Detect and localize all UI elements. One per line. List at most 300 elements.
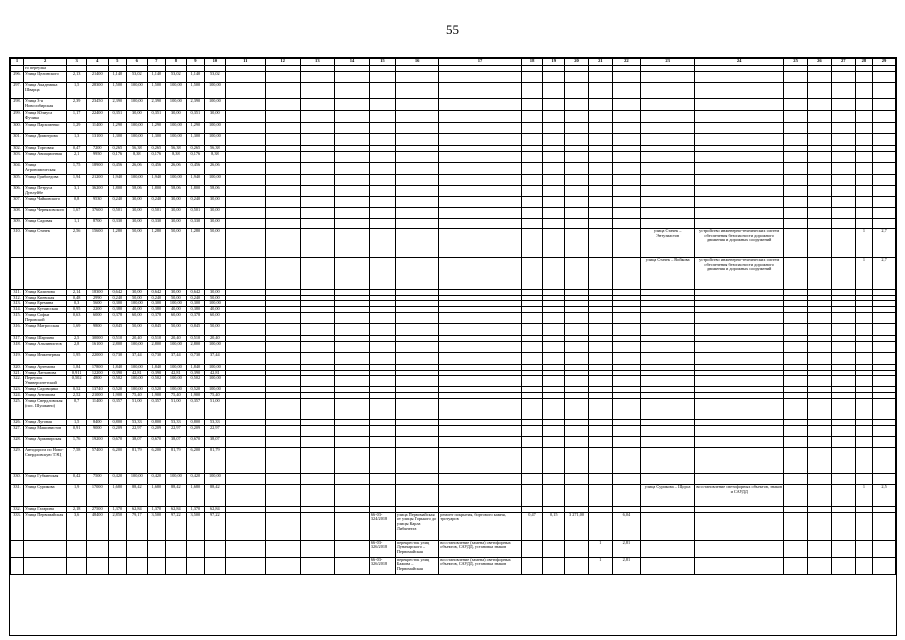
table-cell: 53,33	[166, 419, 187, 425]
column-number: 3	[67, 59, 87, 66]
table-cell: 1,290	[108, 122, 126, 133]
table-cell	[831, 228, 855, 257]
table-cell	[439, 196, 521, 207]
table-cell: 30,00	[127, 196, 148, 207]
table-cell	[395, 312, 438, 323]
table-cell: 326.	[11, 419, 24, 425]
table-cell: 6,04	[612, 512, 640, 540]
table-cell	[521, 540, 543, 557]
table-cell: 0,800	[186, 419, 204, 425]
table-cell	[873, 151, 896, 162]
table-cell: 0,47	[521, 512, 543, 540]
table-cell	[225, 436, 265, 447]
table-cell	[641, 540, 695, 557]
table-cell	[300, 162, 335, 174]
table-cell	[543, 398, 565, 419]
table-cell: 6,200	[108, 447, 126, 473]
table-cell: 1	[855, 257, 872, 289]
table-cell: Улица Шарчана	[24, 335, 67, 341]
table-cell	[695, 312, 784, 323]
table-cell: 30,00	[166, 218, 187, 228]
table-cell: 88,42	[166, 484, 187, 506]
table-cell	[784, 323, 808, 335]
table-cell: 100,00	[205, 133, 226, 145]
table-cell	[300, 151, 335, 162]
table-cell: Улица Садовщика	[24, 387, 67, 393]
table-cell	[784, 162, 808, 174]
table-cell	[335, 162, 370, 174]
table-cell	[855, 557, 872, 574]
table-cell: Улица Петруса Дунлуйбе	[24, 185, 67, 196]
table-cell: 0,730	[108, 352, 126, 364]
table-cell: 1,800	[186, 185, 204, 196]
table-row	[11, 228, 896, 257]
table-cell	[784, 473, 808, 484]
table-cell	[695, 398, 784, 419]
table-cell	[335, 557, 370, 574]
table-cell	[612, 174, 640, 185]
table-cell: 26,06	[166, 162, 187, 174]
table-cell	[695, 174, 784, 185]
table-cell: 1,84	[67, 364, 87, 370]
table-cell	[873, 98, 896, 110]
table-cell	[395, 98, 438, 110]
table-cell	[808, 473, 832, 484]
table-cell: 2,18	[67, 506, 87, 512]
table-cell	[86, 557, 108, 574]
table-cell	[369, 376, 395, 387]
table-cell: Улица Еремина	[24, 301, 67, 307]
table-cell: 314.	[11, 307, 24, 313]
table-cell	[855, 82, 872, 98]
table-cell	[784, 447, 808, 473]
table-cell: 75,40	[166, 393, 187, 399]
table-cell	[300, 82, 335, 98]
table-cell	[300, 218, 335, 228]
table-cell	[11, 257, 24, 289]
table-cell: 81,79	[166, 447, 187, 473]
table-cell	[784, 425, 808, 436]
table-cell	[831, 71, 855, 82]
table-cell: 0,15	[543, 512, 565, 540]
table-cell	[641, 133, 695, 145]
table-cell: 316.	[11, 323, 24, 335]
table-cell	[641, 174, 695, 185]
table-cell	[67, 557, 87, 574]
table-cell	[873, 323, 896, 335]
column-number: 8	[166, 59, 187, 66]
column-number: 28	[855, 59, 872, 66]
table-cell: восстановление (замена) светофорных объектов, САУДД, установка знаков	[439, 557, 521, 574]
table-cell	[784, 196, 808, 207]
table-cell	[24, 257, 67, 289]
table-cell: 2,7	[873, 257, 896, 289]
table-cell	[439, 122, 521, 133]
table-cell: 0,502	[67, 376, 87, 387]
table-cell: 36200	[86, 185, 108, 196]
table-cell: 66-03-324/2018	[369, 512, 395, 540]
table-cell	[808, 218, 832, 228]
table-cell: 1,940	[108, 174, 126, 185]
table-cell: 305.	[11, 174, 24, 185]
table-cell: 309.	[11, 218, 24, 228]
table-cell	[369, 484, 395, 506]
table-cell: 300.	[11, 122, 24, 133]
table-cell	[831, 447, 855, 473]
table-cell: 8,38	[205, 151, 226, 162]
table-cell: 0,240	[108, 295, 126, 301]
table-cell	[641, 352, 695, 364]
table-cell: 0,351	[186, 110, 204, 122]
table-cell: 38,07	[127, 436, 148, 447]
table-cell: 2,81	[612, 540, 640, 557]
table-row	[11, 557, 896, 574]
table-cell	[335, 71, 370, 82]
table-cell	[439, 185, 521, 196]
table-cell: 317.	[11, 335, 24, 341]
table-cell	[300, 557, 335, 574]
table-cell: 0,520	[147, 387, 165, 393]
table-cell: 1	[588, 540, 612, 557]
table-cell	[369, 473, 395, 484]
table-cell: 0,330	[186, 218, 204, 228]
table-cell: 0,800	[108, 419, 126, 425]
table-cell: 100,00	[127, 98, 148, 110]
table-cell: 100,00	[127, 473, 148, 484]
table-cell	[369, 110, 395, 122]
table-cell	[588, 110, 612, 122]
table-cell	[641, 312, 695, 323]
table-cell	[265, 110, 300, 122]
table-cell: 331.	[11, 484, 24, 506]
table-cell	[205, 557, 226, 574]
table-cell: 51,00	[127, 398, 148, 419]
table-cell	[67, 540, 87, 557]
table-cell	[395, 447, 438, 473]
table-cell	[265, 540, 300, 557]
table-cell	[695, 196, 784, 207]
table-cell: 11400	[86, 398, 108, 419]
table-cell	[265, 228, 300, 257]
table-cell: Улица Машинистов	[24, 425, 67, 436]
table-cell: 319.	[11, 352, 24, 364]
table-cell: 0,670	[186, 436, 204, 447]
table-cell	[335, 185, 370, 196]
table-cell	[695, 341, 784, 352]
table-cell: 50,00	[127, 295, 148, 301]
table-cell	[808, 71, 832, 82]
table-cell: 0,380	[186, 307, 204, 313]
table-cell: 1,900	[186, 393, 204, 399]
table-cell	[543, 436, 565, 447]
table-cell: 0,730	[186, 352, 204, 364]
table-cell: 3,500	[147, 512, 165, 540]
table-cell	[335, 257, 370, 289]
table-cell	[588, 71, 612, 82]
table-cell	[439, 133, 521, 145]
table-cell: 328.	[11, 436, 24, 447]
table-cell: 0,209	[147, 425, 165, 436]
table-cell	[395, 341, 438, 352]
table-cell	[641, 473, 695, 484]
table-cell	[300, 512, 335, 540]
table-cell	[565, 207, 589, 218]
table-cell: 30,00	[205, 207, 226, 218]
table-cell	[784, 352, 808, 364]
table-cell	[565, 151, 589, 162]
table-cell: 30,00	[166, 196, 187, 207]
table-cell	[588, 207, 612, 218]
table-cell: перекресток улиц Бажова – Первомайская	[395, 557, 438, 574]
table-cell	[225, 376, 265, 387]
table-cell: 22000	[86, 352, 108, 364]
table-cell: 0,642	[108, 289, 126, 295]
table-cell: 53,02	[166, 71, 187, 82]
table-cell: 1,67	[67, 207, 87, 218]
table-cell	[335, 341, 370, 352]
table-cell	[67, 257, 87, 289]
table-cell: 2,7	[873, 228, 896, 257]
table-cell	[873, 110, 896, 122]
table-cell	[784, 376, 808, 387]
table-cell	[186, 540, 204, 557]
table-cell	[641, 341, 695, 352]
table-cell	[784, 174, 808, 185]
table-cell: 50,00	[127, 323, 148, 335]
table-cell	[395, 425, 438, 436]
table-cell	[588, 436, 612, 447]
table-cell	[831, 151, 855, 162]
table-cell	[612, 352, 640, 364]
column-number: 18	[521, 59, 543, 66]
table-cell: 2,5	[67, 335, 87, 341]
table-cell	[439, 341, 521, 352]
table-row	[11, 82, 896, 98]
table-cell	[808, 425, 832, 436]
table-cell: Улица Антипова	[24, 393, 67, 399]
table-cell	[855, 512, 872, 540]
table-cell	[369, 341, 395, 352]
table-cell	[588, 447, 612, 473]
table-cell: 0,911	[67, 370, 87, 376]
table-cell	[543, 82, 565, 98]
table-row	[11, 162, 896, 174]
table-cell: 81,79	[205, 447, 226, 473]
table-cell: 100,00	[127, 122, 148, 133]
table-cell	[543, 425, 565, 436]
table-cell	[565, 425, 589, 436]
table-cell: 6,200	[186, 447, 204, 473]
table-row	[11, 71, 896, 82]
table-cell	[873, 557, 896, 574]
table-cell	[395, 185, 438, 196]
table-cell: 8700	[86, 218, 108, 228]
table-cell: 2,81	[612, 557, 640, 574]
table-cell: 3,1	[67, 185, 87, 196]
table-cell	[855, 207, 872, 218]
table-cell	[439, 174, 521, 185]
table-cell	[439, 98, 521, 110]
table-cell	[695, 162, 784, 174]
table-cell: Улица Луговая	[24, 419, 67, 425]
table-cell	[565, 484, 589, 506]
table-cell	[335, 323, 370, 335]
table-cell: 19200	[86, 436, 108, 447]
table-cell	[225, 133, 265, 145]
table-cell	[543, 341, 565, 352]
table-cell	[543, 376, 565, 387]
table-cell	[543, 185, 565, 196]
column-number: 20	[565, 59, 589, 66]
table-cell	[873, 207, 896, 218]
table-cell	[86, 540, 108, 557]
table-cell: Улица Калинова	[24, 289, 67, 295]
table-cell	[612, 228, 640, 257]
table-cell: 13100	[86, 133, 108, 145]
table-cell	[439, 323, 521, 335]
table-cell	[225, 398, 265, 419]
table-cell: улица Первомайская от улицы Горького до улицы Карла Либкнехта	[395, 512, 438, 540]
table-cell: 30,00	[166, 289, 187, 295]
table-cell	[521, 436, 543, 447]
table-cell	[521, 98, 543, 110]
table-cell	[166, 540, 187, 557]
table-cell: 1,280	[108, 228, 126, 257]
table-cell: 0,351	[147, 110, 165, 122]
table-cell: 307.	[11, 196, 24, 207]
table-cell: 0,501	[186, 207, 204, 218]
table-cell	[521, 122, 543, 133]
page-number: 55	[446, 22, 459, 37]
table-cell: 88,42	[205, 484, 226, 506]
table-cell	[395, 207, 438, 218]
table-cell	[335, 447, 370, 473]
table-cell: 100,00	[205, 301, 226, 307]
table-cell: 50,00	[205, 295, 226, 301]
table-cell	[831, 323, 855, 335]
table-cell: 18300	[86, 289, 108, 295]
table-cell: 0,330	[108, 218, 126, 228]
table-cell	[225, 323, 265, 335]
table-cell: 0,240	[186, 295, 204, 301]
table-row	[11, 352, 896, 364]
column-number: 14	[335, 59, 370, 66]
table-cell	[565, 398, 589, 419]
column-number: 1	[11, 59, 24, 66]
table-row	[11, 447, 896, 473]
table-cell	[395, 174, 438, 185]
table-cell	[24, 540, 67, 557]
table-cell: 1,500	[108, 82, 126, 98]
table-cell: 0,501	[108, 207, 126, 218]
table-cell: 1,680	[186, 484, 204, 506]
table-cell: 37,44	[205, 352, 226, 364]
table-cell: Улица Кутаисская	[24, 307, 67, 313]
table-cell	[588, 323, 612, 335]
table-cell	[439, 398, 521, 419]
table-cell: Улица Юлиуса Фучика	[24, 110, 67, 122]
table-cell	[521, 151, 543, 162]
table-cell: 1	[855, 484, 872, 506]
table-cell: 1,370	[186, 506, 204, 512]
table-cell	[695, 71, 784, 82]
table-cell: 0,520	[108, 387, 126, 393]
table-cell	[695, 376, 784, 387]
table-cell: устройство инженерно-технических систем обеспечения безопасности дорожного движения и дорожных сооружений	[695, 228, 784, 257]
table-cell	[300, 323, 335, 335]
table-cell: 58,06	[166, 185, 187, 196]
table-cell: 100,00	[127, 341, 148, 352]
table-cell: 53,02	[205, 71, 226, 82]
table-cell	[612, 110, 640, 122]
table-cell	[521, 218, 543, 228]
table-cell	[855, 352, 872, 364]
table-cell	[543, 228, 565, 257]
column-number: 9	[186, 59, 204, 66]
table-cell	[784, 484, 808, 506]
table-cell	[612, 98, 640, 110]
table-cell: 2,52	[67, 393, 87, 399]
table-cell	[695, 540, 784, 557]
table-cell: 0,456	[108, 162, 126, 174]
table-cell	[265, 207, 300, 218]
table-cell	[808, 312, 832, 323]
table-cell: 0,510	[108, 335, 126, 341]
table-cell	[808, 447, 832, 473]
table-cell	[831, 257, 855, 289]
table-cell	[335, 425, 370, 436]
table-cell: 26,06	[127, 162, 148, 174]
table-cell: 22400	[86, 110, 108, 122]
column-number: 13	[300, 59, 335, 66]
table-cell: 304.	[11, 162, 24, 174]
table-row	[11, 207, 896, 218]
table-cell	[300, 110, 335, 122]
table-cell: 3,6	[67, 512, 87, 540]
table-cell	[873, 376, 896, 387]
table-row	[11, 484, 896, 506]
table-cell	[612, 218, 640, 228]
table-cell	[784, 312, 808, 323]
table-cell	[588, 98, 612, 110]
table-cell	[855, 151, 872, 162]
table-cell: 100,00	[166, 376, 187, 387]
table-cell: Улица Сурикова	[24, 484, 67, 506]
table-cell	[108, 257, 126, 289]
table-cell: Автодорога по Ново-Свердловскую ТЭЦ	[24, 447, 67, 473]
table-cell: 11400	[86, 122, 108, 133]
column-number: 11	[225, 59, 265, 66]
table-cell: 1,940	[186, 174, 204, 185]
table-cell	[335, 151, 370, 162]
table-cell: 100,00	[166, 341, 187, 352]
table-row	[11, 110, 896, 122]
table-cell	[808, 110, 832, 122]
table-row	[11, 376, 896, 387]
table-cell	[300, 398, 335, 419]
table-cell	[588, 228, 612, 257]
table-cell: 56,38	[127, 145, 148, 151]
table-cell: Улица Свердловская (пос. Шушкино)	[24, 398, 67, 419]
column-number: 2	[24, 59, 67, 66]
table-cell	[225, 71, 265, 82]
table-cell	[855, 122, 872, 133]
table-cell	[565, 110, 589, 122]
table-cell: 62,84	[205, 506, 226, 512]
table-cell	[831, 484, 855, 506]
column-number: 10	[205, 59, 226, 66]
table-cell: 7200	[86, 145, 108, 151]
